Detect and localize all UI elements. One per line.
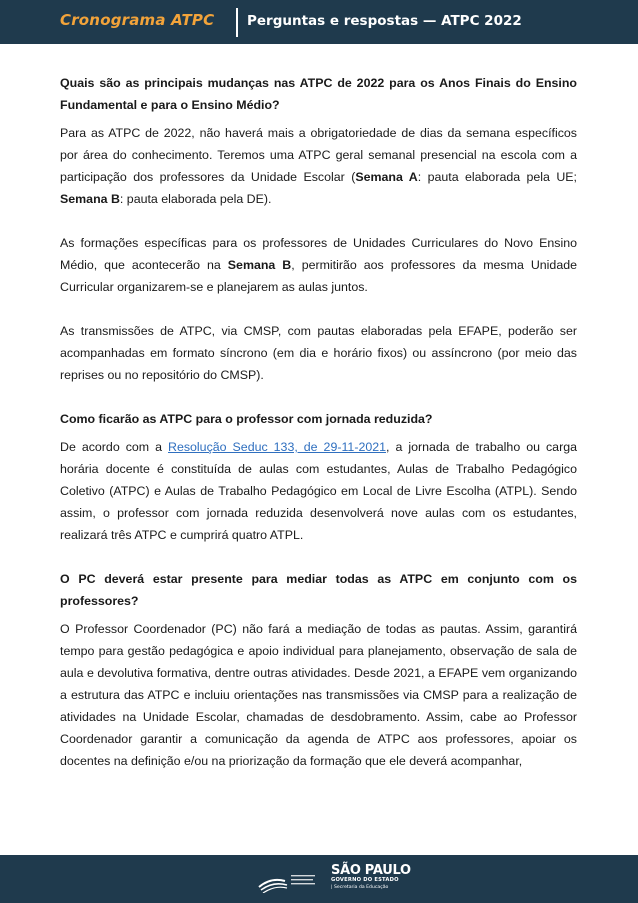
- question-1: Quais são as principais mudanças nas ATPC de 2022 para os Anos Finais do Ensino Fundamental e para o Ensino Médio?: [60, 76, 577, 112]
- text-run: : pauta elaborada pela UE;: [417, 170, 578, 184]
- text-run: De acordo com a: [60, 440, 168, 454]
- resolution-link[interactable]: Resolução Seduc 133, de 29-11-2021: [168, 440, 387, 454]
- logo-sub-text: GOVERNO DO ESTADO: [331, 877, 399, 883]
- document-body: [60, 72, 577, 772]
- page-header: [0, 0, 638, 44]
- bold-run: Semana B: [227, 258, 292, 272]
- answer-1-paragraph-3: As transmissões de ATPC, via CMSP, com pautas elaboradas pela EFAPE, poderão ser acompanhadas em formato síncrono (em dia e horário fixos) ou assíncrono (por meio das reprises ou no repositório do CMSP).: [60, 324, 577, 382]
- text-run: , a jornada de trabalho ou carga horária docente é constituída de aulas com estudantes, Aulas de Trabalho Pedagógico Coletivo (ATPC) e Aulas de Trabalho Pedagógico em Local de Livre Escolha (ATPL). Sendo assim, o professor com jornada reduzida desenvolverá nove aulas com os estudantes, realizará três ATPC e cumprirá quatro ATPL.: [60, 440, 577, 542]
- text-run: : pauta elaborada pela DE).: [119, 192, 272, 206]
- answer-2: [60, 436, 577, 546]
- logo-main-text: SÃO PAULO: [331, 863, 411, 878]
- answer-1-paragraph-1: [60, 122, 577, 210]
- spacer: [60, 546, 577, 568]
- text-run: As formações específicas para os professores de Unidades Curriculares do Novo Ensino Médio, que acontecerão na: [60, 236, 577, 272]
- answer-1-paragraph-2: [60, 232, 577, 298]
- question-2: Como ficarão as ATPC para o professor com jornada reduzida?: [60, 412, 433, 426]
- education-program-logo-icon: [257, 867, 317, 893]
- text-run: Para as ATPC de 2022, não haverá mais a obrigatoriedade de dias da semana específicos por área do conhecimento. Teremos uma ATPC geral semanal presencial na escola com a participação dos professores da Unidade Escolar (: [60, 126, 577, 184]
- logo-secretaria-text: | Secretaria da Educação: [331, 885, 389, 890]
- header-divider: [236, 8, 238, 37]
- text-run: , permitirão aos professores da mesma Unidade Curricular organizarem-se e planejarem as aulas juntos.: [60, 258, 577, 294]
- question-3: O PC deverá estar presente para mediar todas as ATPC em conjunto com os professores?: [60, 572, 577, 608]
- spacer: [60, 298, 577, 320]
- header-brand: Cronograma ATPC: [60, 11, 215, 29]
- page-footer: [0, 855, 638, 903]
- header-title: Perguntas e respostas — ATPC 2022: [247, 13, 522, 29]
- spacer: [60, 386, 577, 408]
- bold-run: Semana B: [60, 192, 120, 206]
- bold-run: Semana A: [355, 170, 418, 184]
- sao-paulo-government-logo: [331, 864, 411, 891]
- spacer: [60, 210, 577, 232]
- answer-3: O Professor Coordenador (PC) não fará a mediação de todas as pautas. Assim, garantirá tempo para gestão pedagógica e apoio individual para planejamento, observação de sala de aula e devolutiva formativa, dentre outras atividades. Desde 2021, a EFAPE vem organizando a estrutura das ATPC e incluiu orientações nas transmissões via CMSP para a realização de atividades na Unidade Escolar, chamadas de desdobramento. Assim, cabe ao Professor Coordenador garantir a comunicação da agenda de ATPC aos professores, apoiar os docentes na definição e/ou na priorização da formação que ele deverá acompanhar,: [60, 622, 577, 768]
